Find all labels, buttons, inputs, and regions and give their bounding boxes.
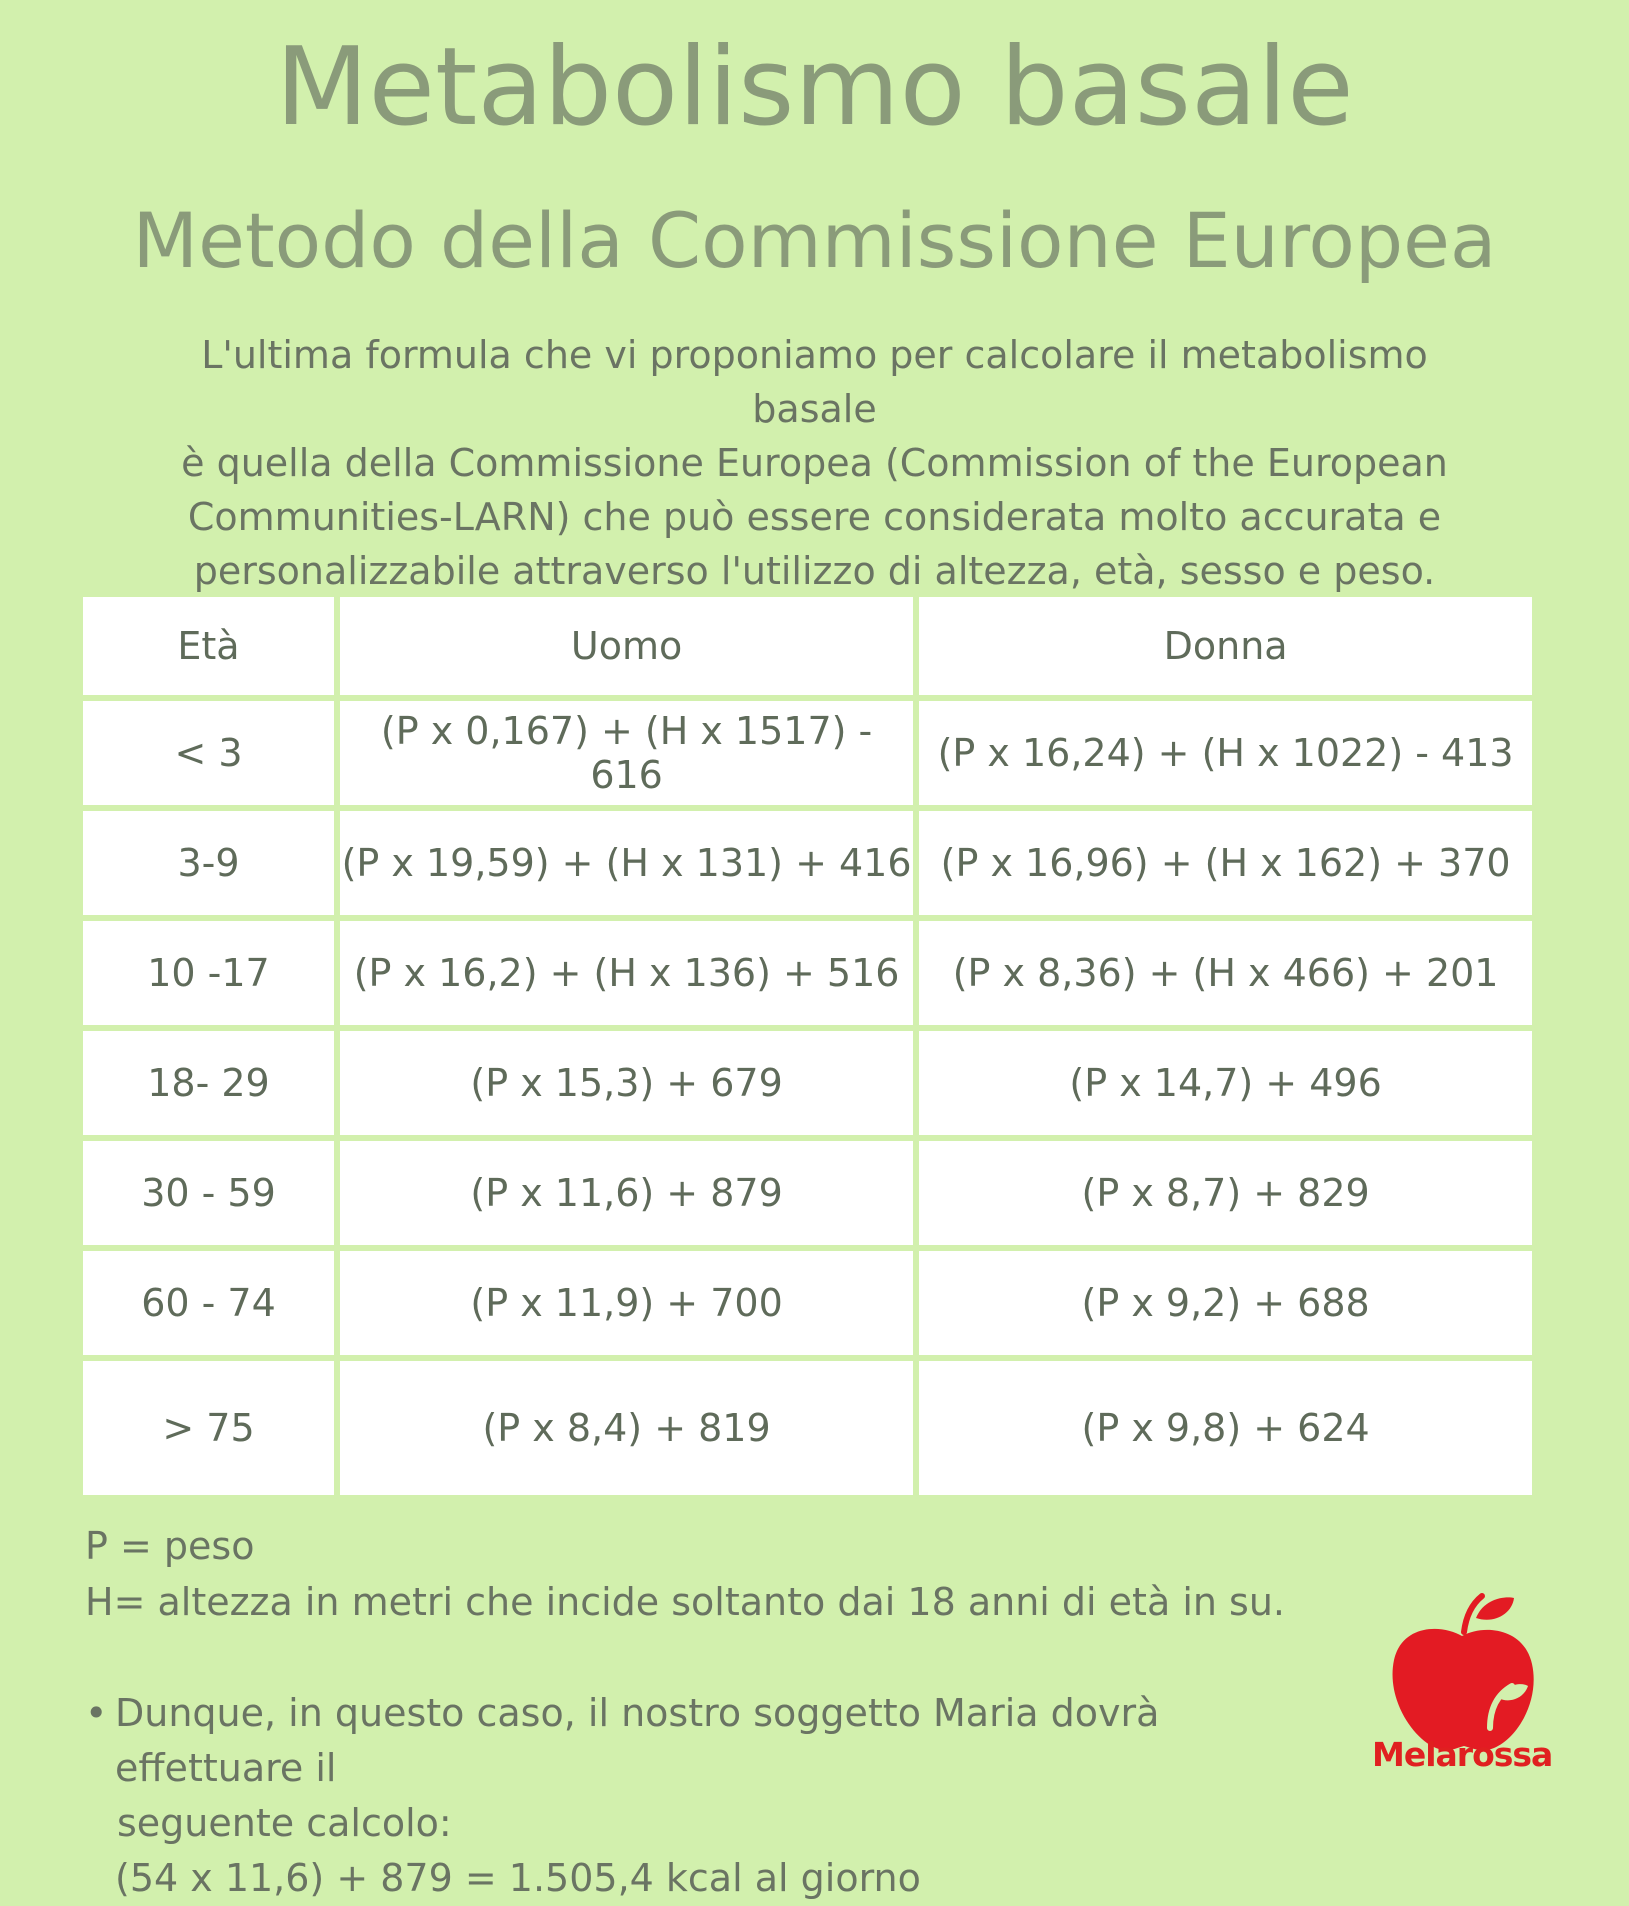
cell-woman-formula: (P x 9,2) + 688 <box>919 1251 1532 1355</box>
cell-man-formula: (P x 15,3) + 679 <box>340 1031 913 1135</box>
table-row <box>83 701 1532 805</box>
header-woman: Donna <box>919 597 1532 695</box>
legend-h: H= altezza in metri che incide soltanto dai 18 anni di età in su. <box>85 1580 1286 1624</box>
legend <box>85 1518 1285 1630</box>
cell-woman-formula: (P x 8,7) + 829 <box>919 1141 1532 1245</box>
legend-p: P = peso <box>85 1524 255 1568</box>
cell-age: < 3 <box>83 701 334 805</box>
cell-man-formula: (P x 0,167) + (H x 1517) - 616 <box>340 701 913 805</box>
intro-line: Communities-LARN) che può essere considerata molto accurata e <box>187 495 1442 539</box>
table-header-row <box>83 597 1532 695</box>
intro-line: è quella della Commissione Europea (Commission of the European <box>181 441 1448 485</box>
note-calculation: (54 x 11,6) + 879 = 1.505,4 kcal al giorno <box>115 1856 921 1900</box>
cell-man-formula: (P x 8,4) + 819 <box>340 1361 913 1495</box>
note-line: seguente calcolo: <box>117 1801 452 1845</box>
page-subtitle: Metodo della Commissione Europea <box>132 196 1497 285</box>
cell-woman-formula: (P x 16,24) + (H x 1022) - 413 <box>919 701 1532 805</box>
note-line: Dunque, in questo caso, il nostro soggetto Maria dovrà effettuare il <box>115 1691 1160 1790</box>
intro-line: personalizzabile attraverso l'utilizzo di altezza, età, sesso e peso. <box>193 549 1436 593</box>
cell-man-formula: (P x 16,2) + (H x 136) + 516 <box>340 921 913 1025</box>
cell-age: 18- 29 <box>83 1031 334 1135</box>
cell-woman-formula: (P x 8,36) + (H x 466) + 201 <box>919 921 1532 1025</box>
cell-age: 30 - 59 <box>83 1141 334 1245</box>
table-row <box>83 1361 1532 1495</box>
header-man: Uomo <box>340 597 913 695</box>
table-row <box>83 1251 1532 1355</box>
cell-age: 60 - 74 <box>83 1251 334 1355</box>
table-row <box>83 921 1532 1025</box>
table-row <box>83 1031 1532 1135</box>
cell-age: 3-9 <box>83 811 334 915</box>
cell-woman-formula: (P x 9,8) + 624 <box>919 1361 1532 1495</box>
cell-age: > 75 <box>83 1361 334 1495</box>
cell-woman-formula: (P x 16,96) + (H x 162) + 370 <box>919 811 1532 915</box>
cell-woman-formula: (P x 14,7) + 496 <box>919 1031 1532 1135</box>
table-row <box>83 1141 1532 1245</box>
formula-table <box>77 591 1538 1501</box>
header-age: Età <box>83 597 334 695</box>
cell-age: 10 -17 <box>83 921 334 1025</box>
bullet-icon: • <box>85 1691 108 1735</box>
page-title: Metabolismo basale <box>275 25 1354 150</box>
table-row <box>83 811 1532 915</box>
intro-line: L'ultima formula che vi proponiamo per calcolare il metabolismo basale <box>201 333 1428 431</box>
cell-man-formula: (P x 11,9) + 700 <box>340 1251 913 1355</box>
cell-man-formula: (P x 19,59) + (H x 131) + 416 <box>340 811 913 915</box>
intro-paragraph <box>160 328 1469 598</box>
cell-man-formula: (P x 11,6) + 879 <box>340 1141 913 1245</box>
brand-name: Melarossa <box>1372 1735 1553 1774</box>
